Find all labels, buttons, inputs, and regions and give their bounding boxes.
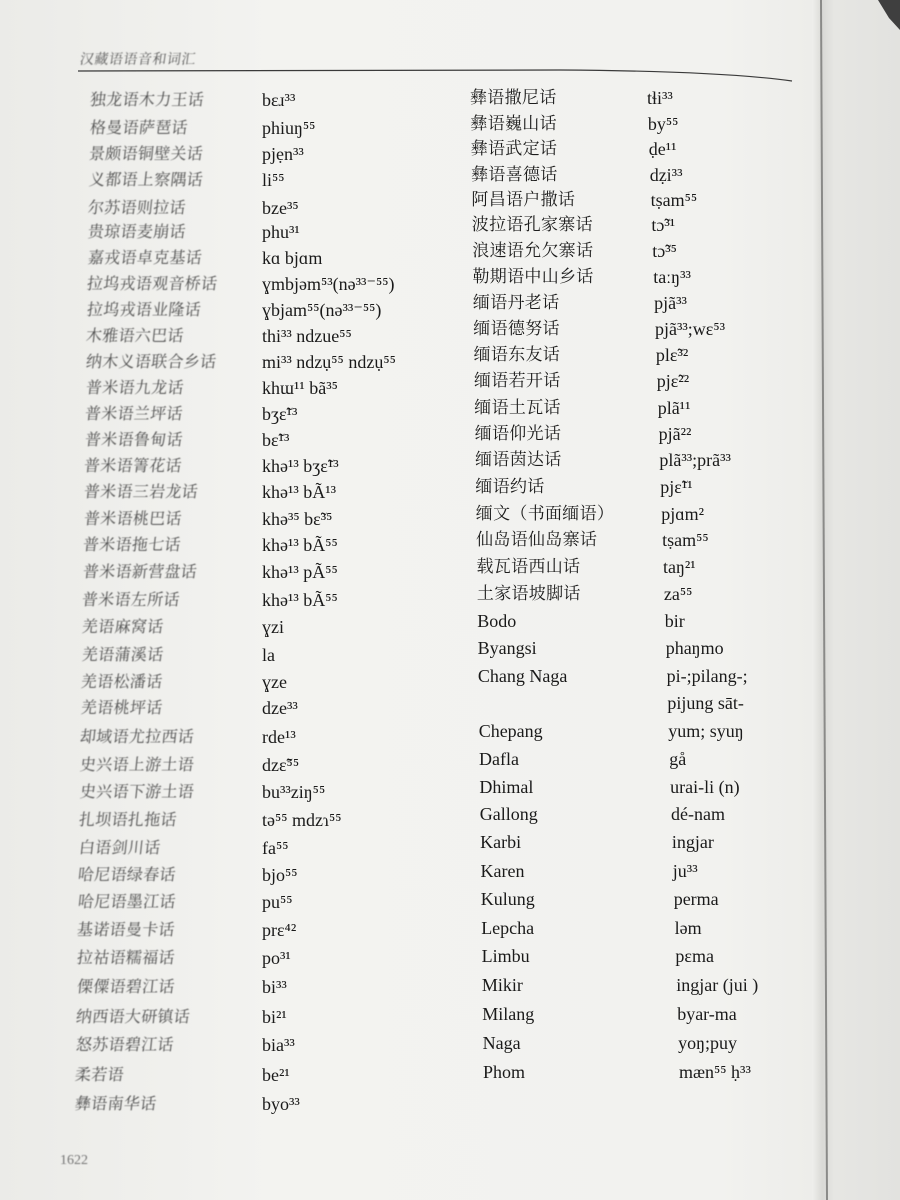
left-form: dze³³	[262, 698, 298, 718]
left-dialect-name: 普米语九龙话	[84, 378, 185, 397]
left-dialect-name: 独龙语木力王话	[89, 90, 206, 109]
left-dialect-name: 白语剑川话	[77, 838, 162, 857]
left-form: mi³³ ndzụ⁵⁵ ndzụ⁵⁵	[262, 352, 396, 372]
right-dialect-name: 彝语巍山话	[470, 114, 557, 134]
right-form: tṣam⁵⁵	[650, 190, 698, 210]
right-dialect-name: 缅语东友话	[473, 345, 561, 365]
right-dialect-name: 缅语茵达话	[475, 450, 562, 470]
left-dialect-name: 义都语上察隅话	[87, 170, 204, 189]
page-number: 1622	[60, 1153, 88, 1168]
left-form: bze³⁵	[262, 198, 299, 218]
right-form: tɔ̃³¹	[651, 215, 676, 235]
right-dialect-name: Gallong	[479, 804, 538, 824]
right-dialect-name: Milang	[482, 1004, 535, 1024]
right-dialect-name: Mikir	[481, 975, 523, 995]
right-form: pɛma	[675, 946, 714, 966]
left-form: pjẹn³³	[262, 144, 304, 164]
right-dialect-name: 彝语武定话	[470, 139, 558, 159]
left-form: la	[262, 645, 275, 665]
right-dialect-name: 缅语丹老话	[472, 293, 560, 313]
right-form: pjɛ̃¹¹	[660, 477, 693, 497]
left-dialect-name: 扎坝语扎拖话	[78, 810, 178, 829]
right-form: urai-li (n)	[670, 777, 740, 797]
left-dialect-name: 哈尼语绿春话	[77, 865, 178, 884]
right-dialect-name: 波拉语孔家寨话	[471, 215, 593, 235]
left-form: rde¹³	[262, 727, 296, 747]
left-form: li⁵⁵	[262, 170, 285, 190]
left-form: ɣbjam⁵⁵(nə³³⁻⁵⁵)	[262, 300, 382, 320]
left-dialect-name: 普米语新营盘话	[81, 562, 198, 581]
right-form: plã³³;prã³³	[659, 450, 731, 470]
left-dialect-name: 贵琼语麦崩话	[87, 222, 187, 241]
left-dialect-name: 羌语松潘话	[80, 672, 164, 691]
right-dialect-name: Limbu	[481, 946, 530, 966]
right-form: bir	[664, 611, 685, 631]
left-form: bi³³	[262, 977, 287, 997]
left-dialect-name: 基诺语曼卡话	[76, 920, 177, 939]
left-form: po³¹	[262, 948, 291, 968]
left-form: phiuŋ⁵⁵	[262, 118, 316, 138]
right-dialect-name: Chang Naga	[477, 666, 568, 686]
left-dialect-name: 羌语麻窝话	[80, 617, 165, 636]
right-form: taːŋ³³	[653, 267, 691, 287]
right-form: ju³³	[672, 861, 698, 881]
right-dialect-name: 土家语坡脚话	[476, 584, 581, 604]
left-form: pu⁵⁵	[262, 892, 293, 912]
right-dialect-name: 缅语若开话	[474, 371, 561, 391]
right-form: plɛ̃³²	[655, 345, 689, 365]
left-form: ɣmbjəm⁵³(nə³³⁻⁵⁵)	[262, 274, 395, 294]
left-form: khə¹³ bÃ⁵⁵	[262, 590, 338, 610]
left-form: bɛ̃¹³	[262, 430, 290, 450]
left-form: khə³⁵ bɛ̃³⁵	[262, 509, 333, 529]
right-form: pjã²²	[658, 424, 692, 444]
left-dialect-name: 羌语蒲溪话	[80, 645, 165, 664]
left-form: dzɛ̃⁵⁵	[262, 755, 300, 775]
right-form: phaŋmo	[665, 638, 724, 658]
left-form: tə⁵⁵ mdzɿ⁵⁵	[262, 810, 342, 830]
left-form: khə¹³ bÃ¹³	[262, 482, 337, 502]
right-form: ləm	[674, 918, 702, 938]
right-dialect-name: Karbi	[480, 832, 522, 852]
running-title: 汉藏语语音和词汇	[78, 52, 197, 68]
right-form: dẓi³³	[649, 165, 683, 185]
right-form: ḍe¹¹	[648, 139, 677, 159]
left-form: khə¹³ pÃ⁵⁵	[262, 562, 338, 582]
left-dialect-name: 纳西语大研镇话	[75, 1007, 192, 1026]
left-dialect-name: 拉坞戎语业隆话	[85, 300, 202, 319]
right-dialect-name: Chepang	[478, 721, 543, 741]
right-form: mæn⁵⁵ ḥ³³	[679, 1062, 751, 1082]
right-form: yum; syuŋ	[668, 721, 744, 741]
left-form: bi²¹	[262, 1007, 287, 1027]
left-form: khə¹³ bÃ⁵⁵	[262, 535, 338, 555]
left-dialect-name: 彝语南华话	[74, 1094, 158, 1113]
left-form: bɛɹ³³	[262, 90, 296, 110]
left-form: phu³¹	[262, 222, 300, 242]
right-dialect-name: Karen	[480, 861, 525, 881]
right-form: tɬi³³	[647, 88, 673, 108]
right-form: pjã³³	[654, 293, 687, 313]
left-dialect-name: 羌语桃坪话	[79, 698, 164, 717]
right-dialect-name: 浪速语允欠寨话	[472, 241, 594, 261]
right-dialect-name: Kulung	[480, 889, 535, 909]
left-dialect-name: 却域语尤拉西话	[79, 727, 196, 746]
left-dialect-name: 拉祜语糯福话	[76, 948, 176, 967]
right-dialect-name: Naga	[482, 1033, 521, 1053]
right-form: ingjar (jui )	[676, 975, 759, 995]
right-form: ingjar	[671, 832, 714, 852]
left-dialect-name: 普米语桃巴话	[82, 509, 183, 528]
right-dialect-name: 彝语撒尼话	[470, 88, 557, 108]
right-dialect-name: 缅语约话	[475, 477, 545, 497]
left-dialect-name: 哈尼语墨江话	[76, 892, 177, 911]
left-form: kɑ bjɑm	[262, 248, 323, 268]
right-form: byar-ma	[677, 1004, 737, 1024]
left-dialect-name: 格曼语萨琶话	[88, 118, 189, 137]
right-dialect-name: 缅语土瓦话	[474, 398, 561, 418]
right-form: plã¹¹	[657, 398, 691, 418]
right-form: dé-nam	[671, 804, 725, 824]
right-dialect-name: Byangsi	[477, 638, 537, 658]
right-form: gå	[669, 749, 687, 769]
right-dialect-name: Dafla	[479, 749, 519, 769]
left-dialect-name: 普米语三岩龙话	[82, 482, 200, 501]
left-form: byo³³	[262, 1094, 300, 1114]
right-form: tɔ̃³⁵	[652, 241, 677, 261]
left-dialect-name: 纳木义语联合乡话	[84, 352, 218, 371]
right-form: pjɛ̃²²	[656, 371, 690, 391]
left-form: ɣze	[262, 672, 287, 692]
right-dialect-name: Dhimal	[479, 777, 534, 797]
right-dialect-name: 缅语德努话	[473, 319, 560, 339]
right-dialect-name: 缅语仰光话	[474, 424, 562, 444]
left-form: khɯ¹¹ bã³⁵	[262, 378, 338, 398]
right-dialect-name: 载瓦语西山话	[476, 557, 581, 577]
left-dialect-name: 史兴语上游土语	[78, 755, 196, 774]
right-form: za⁵⁵	[663, 584, 693, 604]
left-form: bjo⁵⁵	[262, 865, 298, 885]
left-dialect-name: 木雅语六巴话	[85, 326, 186, 345]
left-form: bia³³	[262, 1035, 295, 1055]
left-dialect-name: 普米语拖七话	[82, 535, 182, 554]
right-form: tṣam⁵⁵	[662, 530, 709, 550]
right-form: pi-;pilang-;	[666, 666, 748, 686]
left-dialect-name: 景颇语铜壁关话	[88, 144, 205, 163]
left-dialect-name: 拉坞戎语观音桥话	[86, 274, 219, 293]
left-dialect-name: 普米语兰坪话	[84, 404, 184, 423]
left-form: ɣzi	[262, 617, 284, 637]
right-form: taŋ²¹	[663, 557, 696, 577]
left-dialect-name: 普米语左所话	[81, 590, 182, 609]
right-form: by⁵⁵	[647, 114, 679, 134]
left-form: be²¹	[262, 1065, 290, 1085]
right-form: pjã³³;wɛ⁵³	[655, 319, 726, 339]
left-dialect-name: 怒苏语碧江话	[74, 1035, 175, 1054]
left-dialect-name: 嘉戎语卓克基话	[86, 248, 203, 267]
left-dialect-name: 柔若语	[74, 1065, 126, 1084]
right-dialect-name: 阿昌语户撒话	[471, 190, 576, 210]
right-form-continued: pijung sāt-	[667, 693, 744, 713]
right-dialect-name: 勒期语中山乡话	[472, 267, 594, 287]
left-dialect-name: 普米语箐花话	[83, 456, 184, 475]
right-dialect-name: Lepcha	[481, 918, 535, 938]
left-form: bʒɛ̃¹³	[262, 404, 298, 424]
left-dialect-name: 尔苏语则拉话	[87, 198, 188, 217]
right-form: perma	[673, 889, 719, 909]
right-form: yoŋ;puy	[678, 1033, 737, 1053]
left-form: prɛ⁴²	[262, 920, 297, 940]
right-dialect-name: 缅文（书面缅语）	[475, 504, 615, 524]
right-form: pjɑm²	[661, 504, 704, 524]
left-dialect-name: 史兴语下游土语	[78, 782, 195, 801]
right-dialect-name: Bodo	[477, 611, 517, 631]
left-form: khə¹³ bʒɛ̃¹³	[262, 456, 339, 476]
right-dialect-name: 仙岛语仙岛寨话	[476, 530, 598, 550]
left-form: thi³³ ndzue⁵⁵	[262, 326, 352, 346]
left-form: fa⁵⁵	[262, 838, 289, 858]
left-dialect-name: 傈僳语碧江话	[75, 977, 176, 996]
left-form: bu³³ziŋ⁵⁵	[262, 782, 326, 802]
right-dialect-name: 彝语喜德话	[471, 165, 558, 185]
left-dialect-name: 普米语鲁甸话	[83, 430, 184, 449]
right-dialect-name: Phom	[483, 1062, 526, 1082]
